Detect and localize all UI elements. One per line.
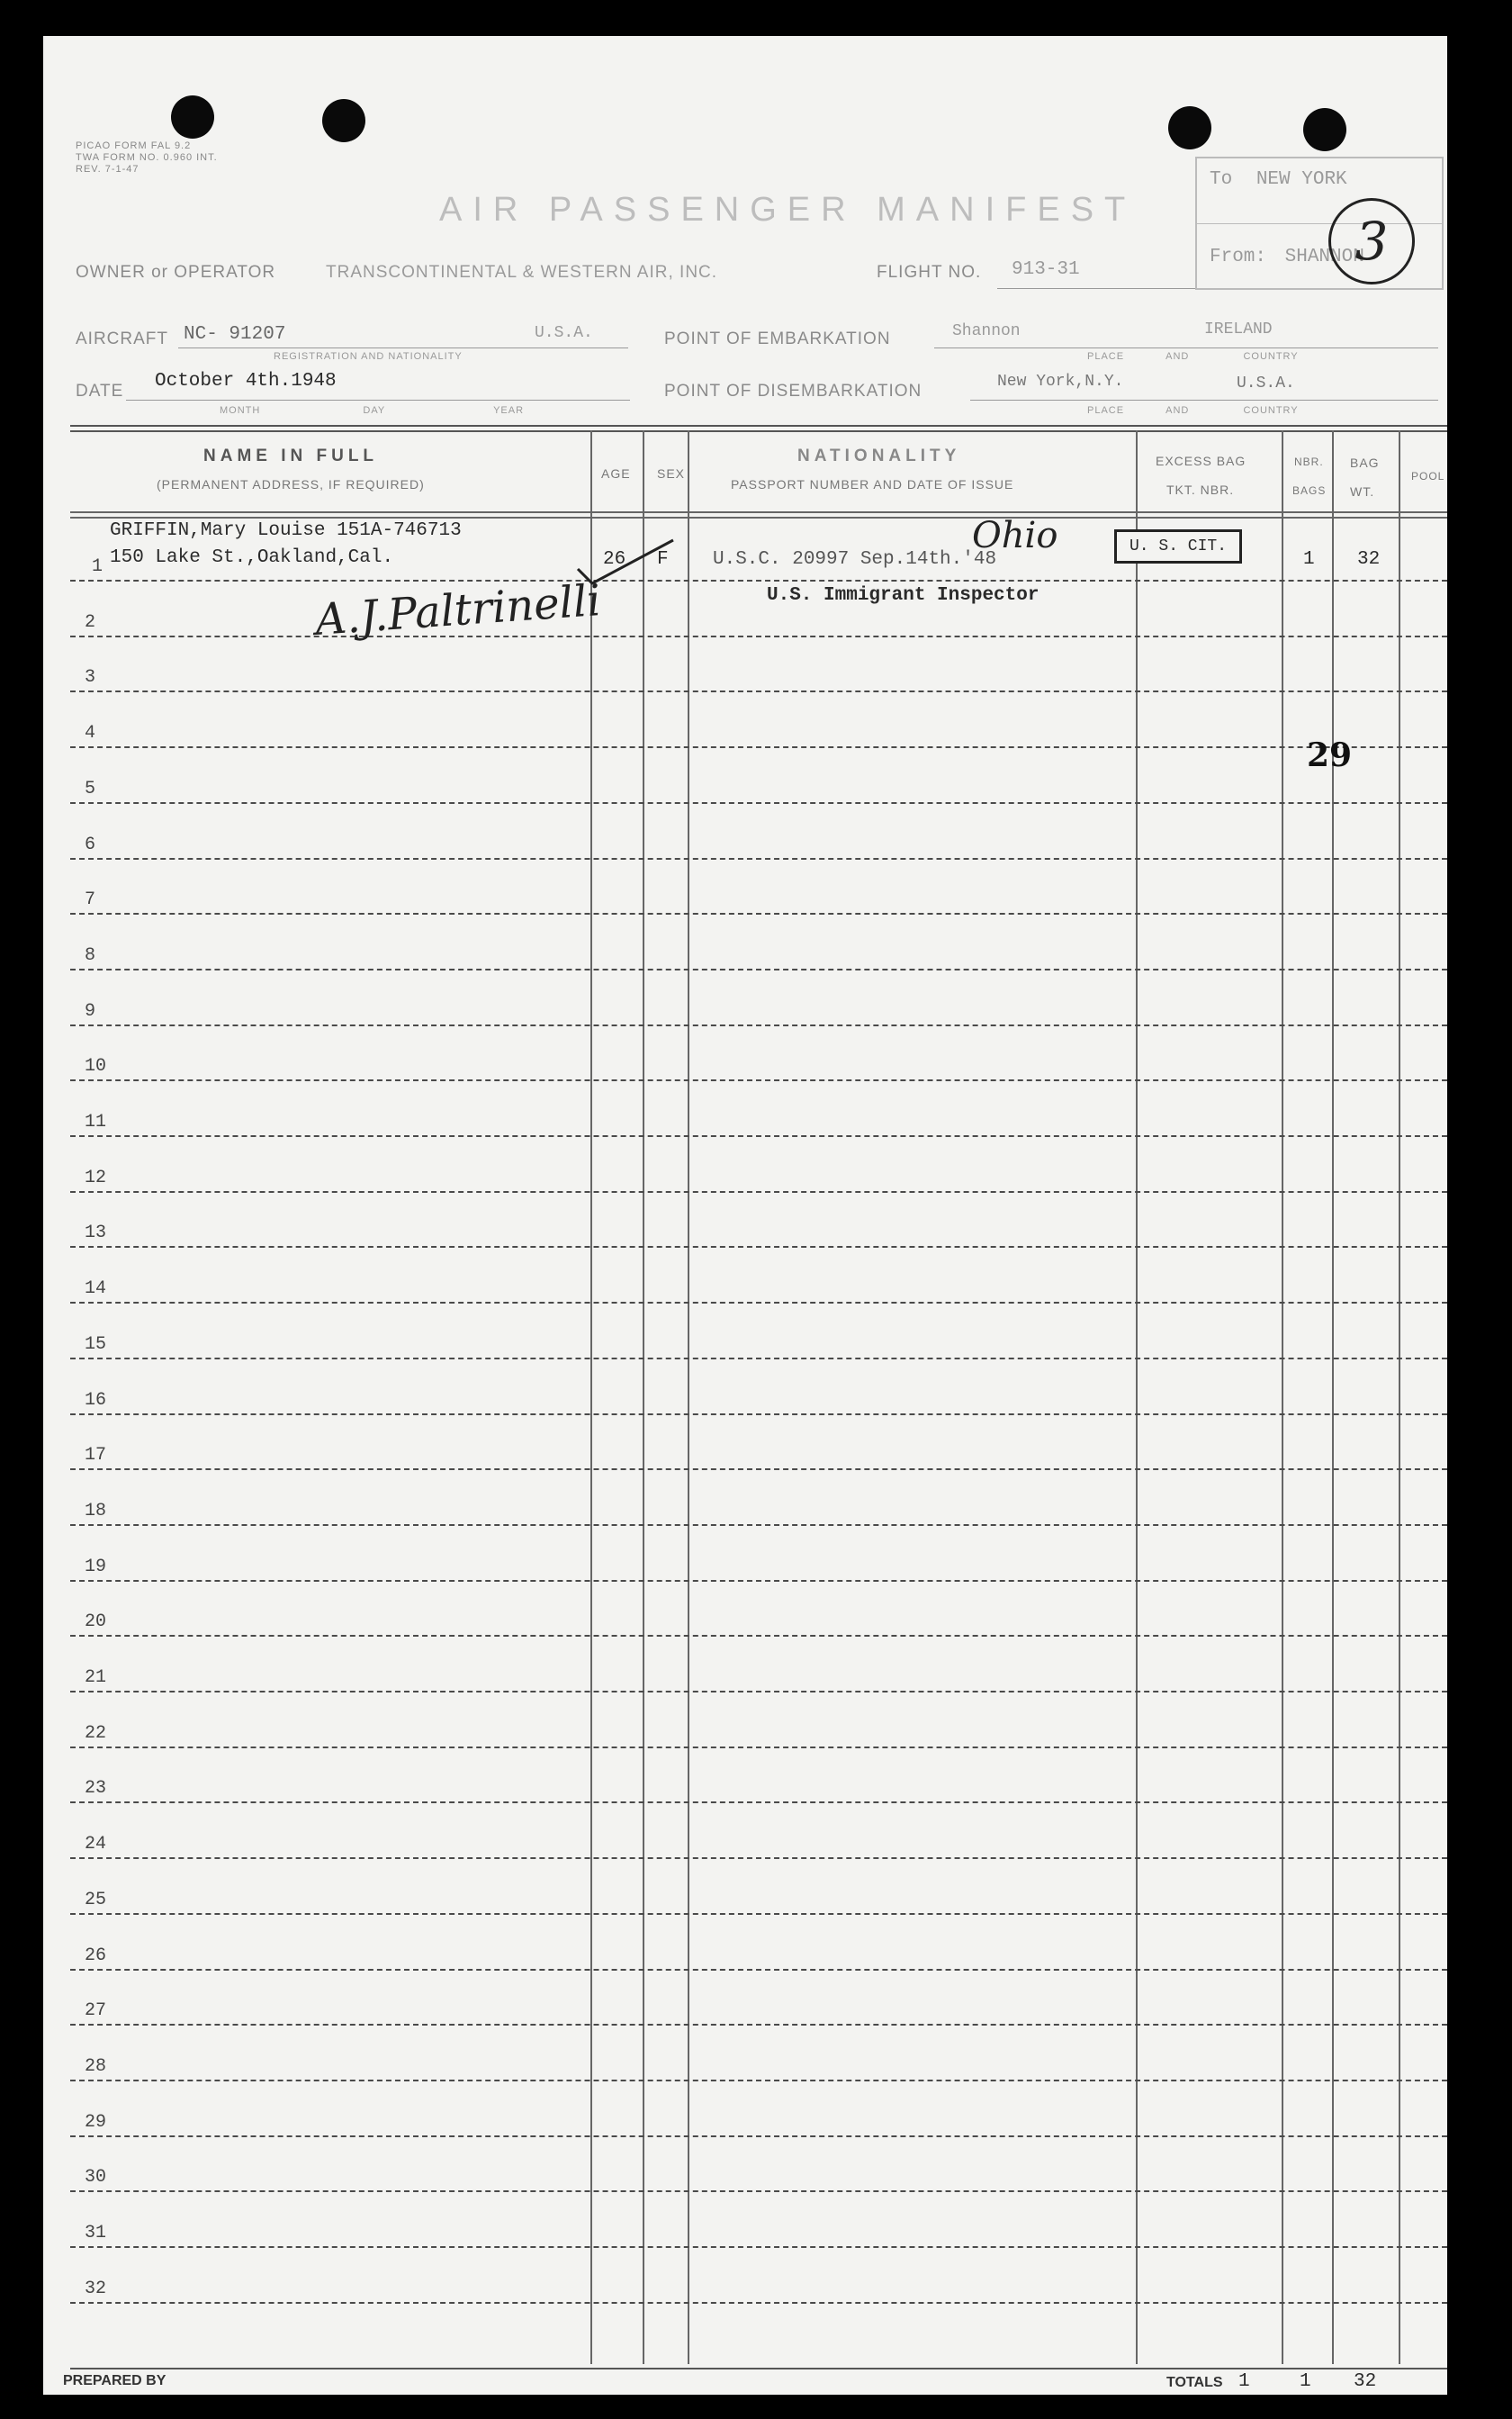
to-value: NEW YORK bbox=[1256, 169, 1347, 190]
place-sub: PLACE bbox=[1087, 405, 1125, 416]
row-number: 28 bbox=[85, 2055, 107, 2077]
year-sub: YEAR bbox=[493, 405, 525, 416]
row-number: 32 bbox=[85, 2278, 107, 2299]
row-line bbox=[70, 1524, 1447, 1526]
embark-country: IRELAND bbox=[1204, 320, 1273, 338]
totals-count: 1 bbox=[1238, 2371, 1250, 2392]
row-number: 31 bbox=[85, 2223, 107, 2243]
to-label: To bbox=[1210, 169, 1233, 190]
margin-number: 29 bbox=[1307, 736, 1353, 774]
row-line bbox=[70, 2135, 1447, 2137]
embark-label: POINT OF EMBARKATION bbox=[664, 329, 891, 348]
disembark-label: POINT OF DISEMBARKATION bbox=[664, 382, 922, 401]
citizenship-stamp: U. S. CIT. bbox=[1114, 529, 1242, 564]
passenger-age: 26 bbox=[603, 549, 626, 570]
totals-label: TOTALS bbox=[1166, 2375, 1223, 2390]
row-number: 18 bbox=[85, 1500, 107, 1521]
passenger-weight: 32 bbox=[1357, 549, 1381, 570]
row-line bbox=[70, 1913, 1447, 1915]
punch-hole bbox=[322, 99, 365, 142]
manifest-sheet bbox=[43, 36, 1447, 2395]
row-line bbox=[70, 2302, 1447, 2304]
row-line bbox=[70, 690, 1447, 692]
and-sub: AND bbox=[1166, 405, 1190, 416]
passenger-address: 150 Lake St.,Oakland,Cal. bbox=[110, 547, 394, 568]
row-line bbox=[70, 1969, 1447, 1971]
disembark-place: New York,N.Y. bbox=[997, 373, 1124, 391]
row-number: 16 bbox=[85, 1389, 107, 1411]
month-sub: MONTH bbox=[220, 405, 261, 416]
col-sex: SEX bbox=[657, 466, 686, 481]
col-name-title: NAME IN FULL bbox=[203, 447, 379, 465]
row-line bbox=[70, 802, 1447, 804]
row-line bbox=[70, 913, 1447, 915]
aircraft-nationality: U.S.A. bbox=[535, 324, 593, 342]
inspector-signature: A.J.Paltrinelli bbox=[313, 574, 603, 646]
row-number: 2 bbox=[85, 611, 96, 633]
prepared-by-label: PREPARED BY bbox=[63, 2373, 166, 2388]
row-number: 26 bbox=[85, 1945, 107, 1966]
row-number: 30 bbox=[85, 2167, 107, 2189]
page-number: 3 bbox=[1354, 211, 1389, 272]
row-number: 10 bbox=[85, 1056, 107, 1078]
row-line bbox=[70, 1580, 1447, 1582]
form-code-line: TWA FORM NO. 0.960 INT. bbox=[76, 152, 218, 163]
row-number: 15 bbox=[85, 1333, 107, 1355]
flight-value: 913-31 bbox=[1012, 259, 1080, 280]
col-nbr-1: NBR. bbox=[1294, 456, 1324, 468]
col-excess-2: TKT. NBR. bbox=[1166, 483, 1235, 497]
row-line bbox=[70, 2190, 1447, 2192]
passenger-nationality: U.S.C. 20997 Sep.14th.'48 bbox=[713, 549, 997, 570]
col-nbr-2: BAGS bbox=[1292, 484, 1327, 497]
row-line bbox=[70, 2246, 1447, 2248]
row-number: 27 bbox=[85, 2000, 107, 2022]
from-label: From: bbox=[1210, 247, 1267, 267]
punch-hole bbox=[1168, 106, 1211, 149]
row-line bbox=[70, 2024, 1447, 2026]
row-number: 9 bbox=[85, 1000, 96, 1022]
row-number: 11 bbox=[85, 1112, 107, 1133]
inspector-title: U.S. Immigrant Inspector bbox=[767, 585, 1040, 606]
disembark-country: U.S.A. bbox=[1237, 375, 1295, 393]
row-line bbox=[70, 1691, 1447, 1692]
row-line bbox=[70, 1135, 1447, 1137]
passenger-bags: 1 bbox=[1303, 549, 1315, 570]
col-name-sub: (PERMANENT ADDRESS, IF REQUIRED) bbox=[157, 477, 425, 492]
row-number: 24 bbox=[85, 1834, 107, 1855]
row-line bbox=[70, 1358, 1447, 1359]
row-line bbox=[70, 580, 1447, 582]
date-value: October 4th.1948 bbox=[155, 371, 337, 392]
row-line bbox=[70, 1079, 1447, 1081]
passenger-name-line bbox=[110, 520, 462, 541]
aircraft-sub: REGISTRATION AND NATIONALITY bbox=[274, 351, 463, 362]
row-number: 29 bbox=[85, 2111, 107, 2133]
row-number: 7 bbox=[85, 889, 96, 911]
row-number: 1 bbox=[92, 556, 104, 577]
col-nationality-sub: PASSPORT NUMBER AND DATE OF ISSUE bbox=[731, 477, 1014, 492]
col-bag-1: BAG bbox=[1350, 456, 1380, 470]
embark-place: Shannon bbox=[952, 322, 1021, 340]
row-number: 22 bbox=[85, 1722, 107, 1744]
row-number: 20 bbox=[85, 1611, 107, 1633]
row-number: 17 bbox=[85, 1445, 107, 1467]
row-number: 6 bbox=[85, 834, 96, 855]
state-note: Ohio bbox=[972, 515, 1058, 556]
page-number-circle bbox=[1328, 198, 1415, 284]
form-code bbox=[76, 140, 218, 176]
row-number: 12 bbox=[85, 1167, 107, 1188]
punch-hole bbox=[171, 95, 214, 139]
aircraft-value: NC- 91207 bbox=[184, 324, 286, 345]
owner-value: TRANSCONTINENTAL & WESTERN AIR, INC. bbox=[326, 263, 718, 282]
row-line bbox=[70, 858, 1447, 860]
row-number: 23 bbox=[85, 1778, 107, 1800]
row-line bbox=[70, 1413, 1447, 1415]
row-number: 4 bbox=[85, 723, 96, 745]
day-sub: DAY bbox=[363, 405, 385, 416]
row-line bbox=[70, 1246, 1447, 1248]
place-sub: PLACE bbox=[1087, 351, 1125, 362]
aircraft-label: AIRCRAFT bbox=[76, 329, 168, 348]
row-number: 13 bbox=[85, 1223, 107, 1244]
row-line bbox=[70, 1747, 1447, 1748]
and-sub: AND bbox=[1166, 351, 1190, 362]
country-sub: COUNTRY bbox=[1243, 351, 1299, 362]
row-line bbox=[70, 1635, 1447, 1637]
form-code-line: REV. 7-1-47 bbox=[76, 164, 140, 175]
row-line bbox=[70, 636, 1447, 637]
row-line bbox=[70, 1801, 1447, 1803]
totals-bags: 1 bbox=[1300, 2371, 1311, 2392]
row-line bbox=[70, 2080, 1447, 2081]
row-line bbox=[70, 746, 1447, 748]
passenger-sex: F bbox=[657, 549, 669, 570]
row-number: 19 bbox=[85, 1556, 107, 1577]
flight-label: FLIGHT NO. bbox=[877, 263, 982, 282]
row-number: 5 bbox=[85, 778, 96, 799]
col-pool: POOL bbox=[1411, 470, 1445, 483]
col-bag-2: WT. bbox=[1350, 484, 1375, 499]
from-value: SHANNON bbox=[1284, 247, 1364, 267]
row-line bbox=[70, 1024, 1447, 1026]
form-code-line: PICAO FORM FAL 9.2 bbox=[76, 140, 192, 151]
country-sub: COUNTRY bbox=[1243, 405, 1299, 416]
punch-hole bbox=[1303, 108, 1346, 151]
row-line bbox=[70, 1468, 1447, 1470]
owner-label: OWNER or OPERATOR bbox=[76, 263, 276, 282]
totals-weight: 32 bbox=[1354, 2371, 1377, 2392]
col-age: AGE bbox=[601, 466, 631, 481]
row-number: 21 bbox=[85, 1667, 107, 1688]
row-number: 3 bbox=[85, 667, 96, 689]
passenger-id: 151A-746713 bbox=[337, 520, 462, 541]
row-number: 25 bbox=[85, 1889, 107, 1910]
row-line bbox=[70, 1857, 1447, 1859]
row-number: 14 bbox=[85, 1278, 107, 1300]
col-nationality-title: NATIONALITY bbox=[797, 447, 961, 465]
passenger-name: GRIFFIN,Mary Louise bbox=[110, 520, 326, 541]
row-line bbox=[70, 969, 1447, 970]
col-excess-1: EXCESS BAG bbox=[1156, 454, 1246, 468]
date-label: DATE bbox=[76, 382, 124, 401]
form-title: AIR PASSENGER MANIFEST bbox=[439, 191, 1137, 229]
row-line bbox=[70, 1302, 1447, 1304]
row-number: 8 bbox=[85, 944, 96, 966]
row-line bbox=[70, 1191, 1447, 1193]
